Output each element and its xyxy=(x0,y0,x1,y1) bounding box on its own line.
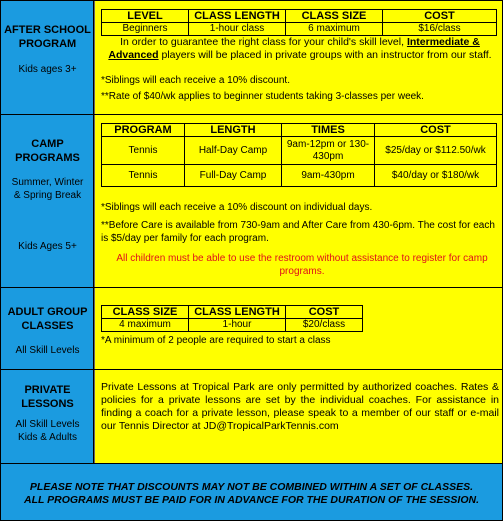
adult-table xyxy=(101,305,363,332)
after-school-table xyxy=(101,9,497,36)
table-cell: Half-Day Camp xyxy=(185,137,282,165)
camp-sibling-discount: *Siblings will each receive a 10% discount on individual days. xyxy=(101,202,373,213)
header-cell: LENGTH xyxy=(185,124,282,137)
after-school-label-panel xyxy=(1,1,94,114)
header-cell: CLASS LENGTH xyxy=(189,306,286,319)
table-row xyxy=(102,165,497,187)
camp-seasons: Summer, Winter & Spring Break xyxy=(11,177,84,201)
camp-section xyxy=(1,115,502,288)
header-cell: CLASS SIZE xyxy=(102,306,189,319)
after-school-section xyxy=(1,1,502,115)
table-cell: Tennis xyxy=(102,165,185,187)
private-label-panel xyxy=(1,370,94,463)
header-cell: CLASS LENGTH xyxy=(189,10,286,23)
table-cell: 6 maximum xyxy=(286,23,383,36)
camp-content xyxy=(94,115,502,287)
table-cell: Full-Day Camp xyxy=(185,165,282,187)
footer-payment-note: ALL PROGRAMS MUST BE PAID FOR IN ADVANCE FOR THE DURATION OF THE SESSION. xyxy=(23,494,479,506)
private-lessons-description: Private Lessons at Tropical Park are only permitted by authorized coaches. Rates & policies for a private lessons are set by the individual coaches. For assistance in finding a coach for a private lesson, please speak to a member of our staff or e-mail our Tennis Director at JD@TropicalParkTennis.com xyxy=(101,381,499,432)
adult-content xyxy=(94,288,502,369)
header-cell: COST xyxy=(286,306,363,319)
table-row xyxy=(102,23,497,36)
header-cell: LEVEL xyxy=(102,10,189,23)
table-cell: 9am-430pm xyxy=(282,165,375,187)
camp-care-note: **Before Care is available from 730-9am and After Care from 430-6pm. The cost for each is $5/day per family for each program. xyxy=(101,220,495,244)
camp-title: CAMP PROGRAMS xyxy=(15,138,80,164)
table-header-row xyxy=(102,10,497,23)
camp-restroom-warning: All children must be able to use the restroom without assistance to register for camp programs. xyxy=(116,253,488,277)
table-cell: $25/day or $112.50/wk xyxy=(375,137,497,165)
private-content xyxy=(94,370,502,463)
table-cell: $16/class xyxy=(383,23,497,36)
private-section xyxy=(1,370,502,464)
adult-label-panel xyxy=(1,288,94,369)
header-cell: COST xyxy=(375,124,497,137)
camp-label-panel xyxy=(1,115,94,287)
header-cell: TIMES xyxy=(282,124,375,137)
adult-section xyxy=(1,288,502,370)
adult-skill-levels: All Skill Levels xyxy=(15,345,80,356)
table-cell: $20/class xyxy=(286,319,363,332)
private-audience: All Skill Levels Kids & Adults xyxy=(15,419,80,443)
table-cell: 4 maximum xyxy=(102,319,189,332)
table-cell: Beginners xyxy=(102,23,189,36)
after-school-content xyxy=(94,1,502,114)
table-cell: 9am-12pm or 130-430pm xyxy=(282,137,375,165)
after-school-ages: Kids ages 3+ xyxy=(18,64,77,75)
header-cell: CLASS SIZE xyxy=(286,10,383,23)
camp-table xyxy=(101,123,497,187)
table-row xyxy=(102,137,497,165)
after-school-weekly-rate: **Rate of $40/wk applies to beginner students taking 3-classes per week. xyxy=(101,91,424,102)
table-cell: 1-hour class xyxy=(189,23,286,36)
after-school-title: AFTER SCHOOL PROGRAM xyxy=(4,24,91,50)
header-cell: PROGRAM xyxy=(102,124,185,137)
table-cell: $40/day or $180/wk xyxy=(375,165,497,187)
table-cell: 1-hour xyxy=(189,319,286,332)
footer-discount-note: PLEASE NOTE THAT DISCOUNTS MAY NOT BE COMBINED WITHIN A SET OF CLASSES. xyxy=(29,481,474,493)
intermediate-advanced-emphasis: Intermediate & Advanced xyxy=(108,36,480,61)
table-header-row xyxy=(102,306,363,319)
private-title: PRIVATE LESSONS xyxy=(21,384,74,410)
camp-ages: Kids Ages 5+ xyxy=(18,241,77,252)
table-header-row xyxy=(102,124,497,137)
footer-notice xyxy=(1,464,502,520)
header-cell: COST xyxy=(383,10,497,23)
after-school-placement-note: In order to guarantee the right class for your child's skill level, Intermediate & Advanced players will be placed in private groups with an instructor from our staff. xyxy=(108,36,492,61)
table-cell: Tennis xyxy=(102,137,185,165)
after-school-sibling-discount: *Siblings will each receive a 10% discount. xyxy=(101,75,290,86)
adult-minimum-note: *A minimum of 2 people are required to start a class xyxy=(101,335,331,346)
adult-title: ADULT GROUP CLASSES xyxy=(7,306,88,332)
table-row xyxy=(102,319,363,332)
